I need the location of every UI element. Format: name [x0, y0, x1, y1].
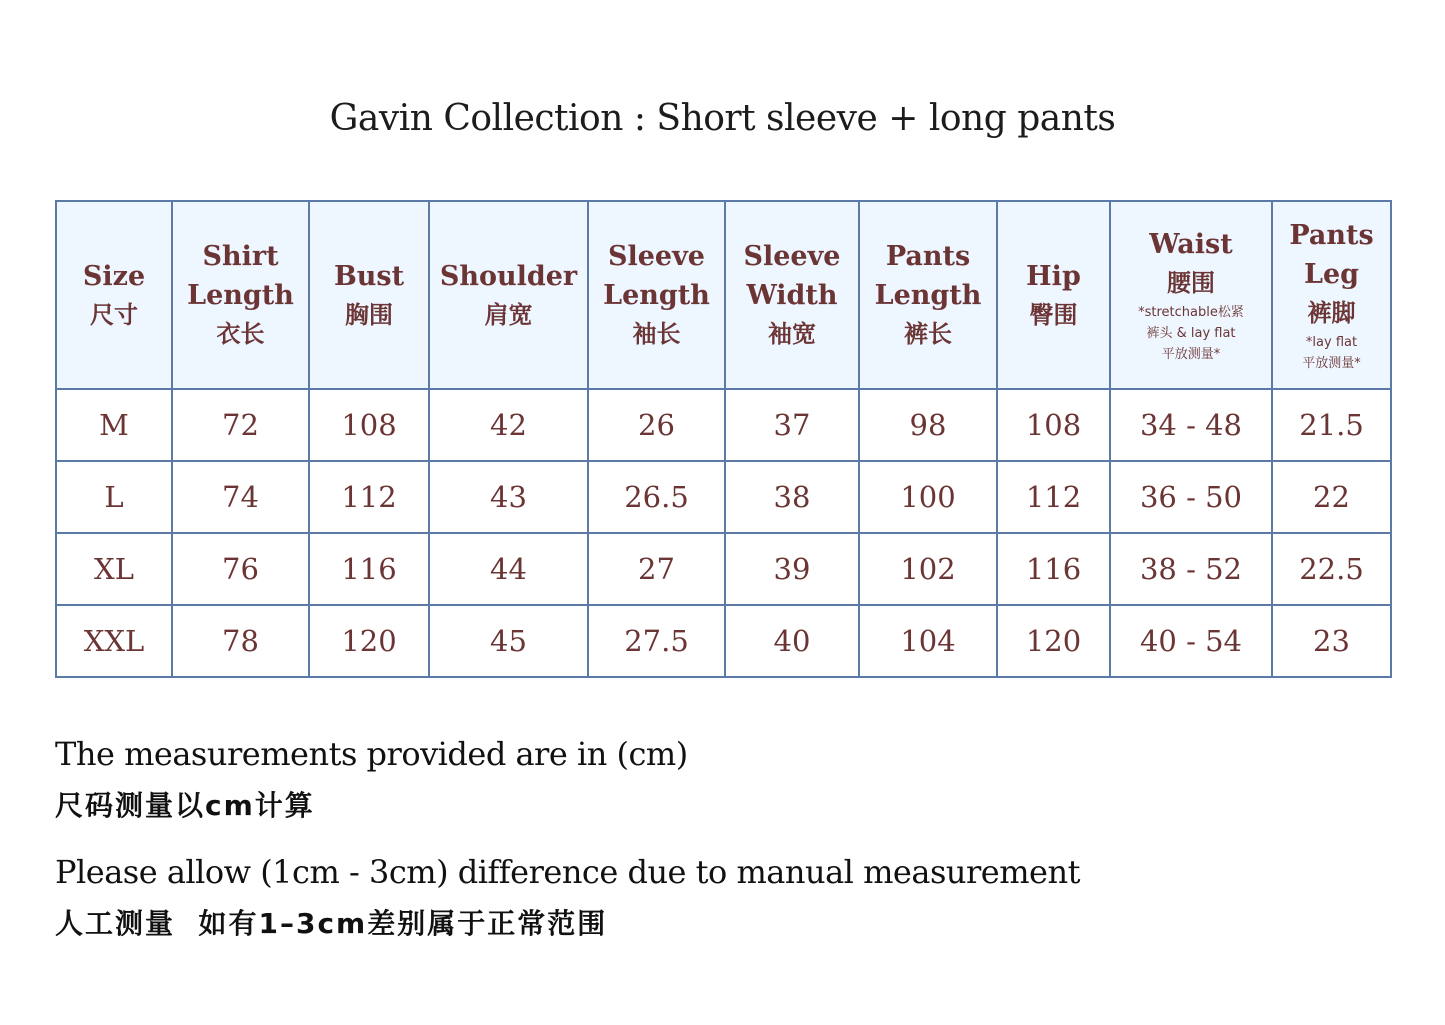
column-header-cn-label: 胸围 [345, 300, 393, 329]
measurement-cell: 34 - 48 [1110, 389, 1272, 461]
column-header [1272, 201, 1391, 389]
column-header-label: Leg [1303, 259, 1360, 290]
column-header-cn-label: 臀围 [1029, 300, 1078, 329]
measurement-cell: 116 [997, 533, 1110, 605]
column-header-label: Shoulder [439, 260, 578, 292]
column-header-label: Width [746, 280, 838, 311]
column-header [56, 201, 172, 389]
column-header-note: 裤头 & lay flat [1146, 326, 1236, 341]
measurement-cell: 120 [309, 605, 429, 677]
size-cell: M [56, 389, 172, 461]
column-header-label: Bust [333, 260, 405, 292]
tolerance-note-cn-wrap [55, 902, 607, 942]
measurement-cell: 112 [309, 461, 429, 533]
measurement-cell: 74 [172, 461, 309, 533]
measurement-cell: 40 - 54 [1110, 605, 1272, 677]
column-header-note: 平放测量* [1161, 347, 1221, 362]
measurement-cell: 37 [725, 389, 859, 461]
measurement-cell: 104 [859, 605, 997, 677]
tolerance-note-cn: 人工测量 如有1–3cm差别属于正常范围 [55, 907, 608, 940]
column-header-cn-label: 腰围 [1167, 269, 1215, 297]
column-header-cn-label: 袖宽 [768, 320, 816, 348]
measurement-cell: 72 [172, 389, 309, 461]
measurement-cell: 108 [309, 389, 429, 461]
measurement-cell: 116 [309, 533, 429, 605]
column-header-label: Sleeve [743, 241, 841, 272]
measurement-cell: 22.5 [1272, 533, 1391, 605]
table-row [56, 605, 1391, 677]
column-header-label: Hip [1026, 260, 1081, 292]
measurement-cell: 100 [859, 461, 997, 533]
column-header [997, 201, 1110, 389]
table-body [56, 389, 1391, 677]
column-header-cn-label: 裤长 [904, 320, 952, 348]
measurement-cell: 26 [588, 389, 725, 461]
measurement-cell: 26.5 [588, 461, 725, 533]
unit-note-cn-wrap [55, 784, 315, 824]
table-row [56, 389, 1391, 461]
column-header [588, 201, 725, 389]
measurement-cell: 44 [429, 533, 588, 605]
table-row [56, 461, 1391, 533]
page-title: Gavin Collection : Short sleeve + long pants [329, 98, 1116, 139]
measurement-cell: 27.5 [588, 605, 725, 677]
measurement-cell: 38 [725, 461, 859, 533]
column-header-note: *stretchable松紧 [1138, 305, 1244, 320]
measurement-cell: 78 [172, 605, 309, 677]
column-header [172, 201, 309, 389]
size-chart-table [55, 200, 1392, 678]
tolerance-note-en: Please allow (1cm - 3cm) difference due to manual measurement [55, 853, 1080, 891]
measurement-cell: 112 [997, 461, 1110, 533]
column-header-label: Pants [885, 241, 971, 272]
size-cell: XXL [56, 605, 172, 677]
measurement-cell: 120 [997, 605, 1110, 677]
measurement-cell: 42 [429, 389, 588, 461]
column-header-label: Size [82, 260, 146, 292]
column-header-cn-label: 肩宽 [484, 300, 533, 329]
measurement-cell: 38 - 52 [1110, 533, 1272, 605]
measurement-cell: 102 [859, 533, 997, 605]
column-header-label: Length [187, 280, 294, 311]
measurement-cell: 27 [588, 533, 725, 605]
column-header-label: Sleeve [608, 241, 705, 272]
column-header-label: Pants [1289, 220, 1374, 251]
measurement-cell: 45 [429, 605, 588, 677]
tolerance-note [55, 853, 1080, 891]
column-header [1110, 201, 1272, 389]
column-header-cn-label: 裤脚 [1307, 299, 1356, 327]
measurement-cell: 23 [1272, 605, 1391, 677]
column-header-cn-label: 尺寸 [90, 300, 138, 329]
column-header [859, 201, 997, 389]
table-row [56, 533, 1391, 605]
column-header-label: Length [874, 280, 982, 311]
column-header-cn-label: 袖长 [632, 320, 681, 348]
measurement-cell: 108 [997, 389, 1110, 461]
column-header [309, 201, 429, 389]
measurement-cell: 98 [859, 389, 997, 461]
measurement-cell: 43 [429, 461, 588, 533]
column-header-label: Shirt [202, 241, 279, 272]
unit-note-cn: 尺码测量以cm计算 [55, 789, 315, 822]
measurement-cell: 22 [1272, 461, 1391, 533]
column-header-note: *lay flat [1305, 335, 1358, 350]
column-header [725, 201, 859, 389]
unit-note [55, 735, 688, 773]
measurement-cell: 39 [725, 533, 859, 605]
unit-note-en: The measurements provided are in (cm) [55, 735, 688, 773]
measurement-cell: 21.5 [1272, 389, 1391, 461]
measurement-cell: 40 [725, 605, 859, 677]
measurement-cell: 76 [172, 533, 309, 605]
size-cell: XL [56, 533, 172, 605]
size-cell: L [56, 461, 172, 533]
column-header-label: Length [603, 280, 710, 311]
table-header-row [56, 201, 1391, 389]
column-header [429, 201, 588, 389]
measurement-cell: 36 - 50 [1110, 461, 1272, 533]
column-header-cn-label: 衣长 [216, 320, 265, 348]
column-header-label: Waist [1149, 229, 1233, 260]
column-header-note: 平放测量* [1302, 356, 1361, 371]
